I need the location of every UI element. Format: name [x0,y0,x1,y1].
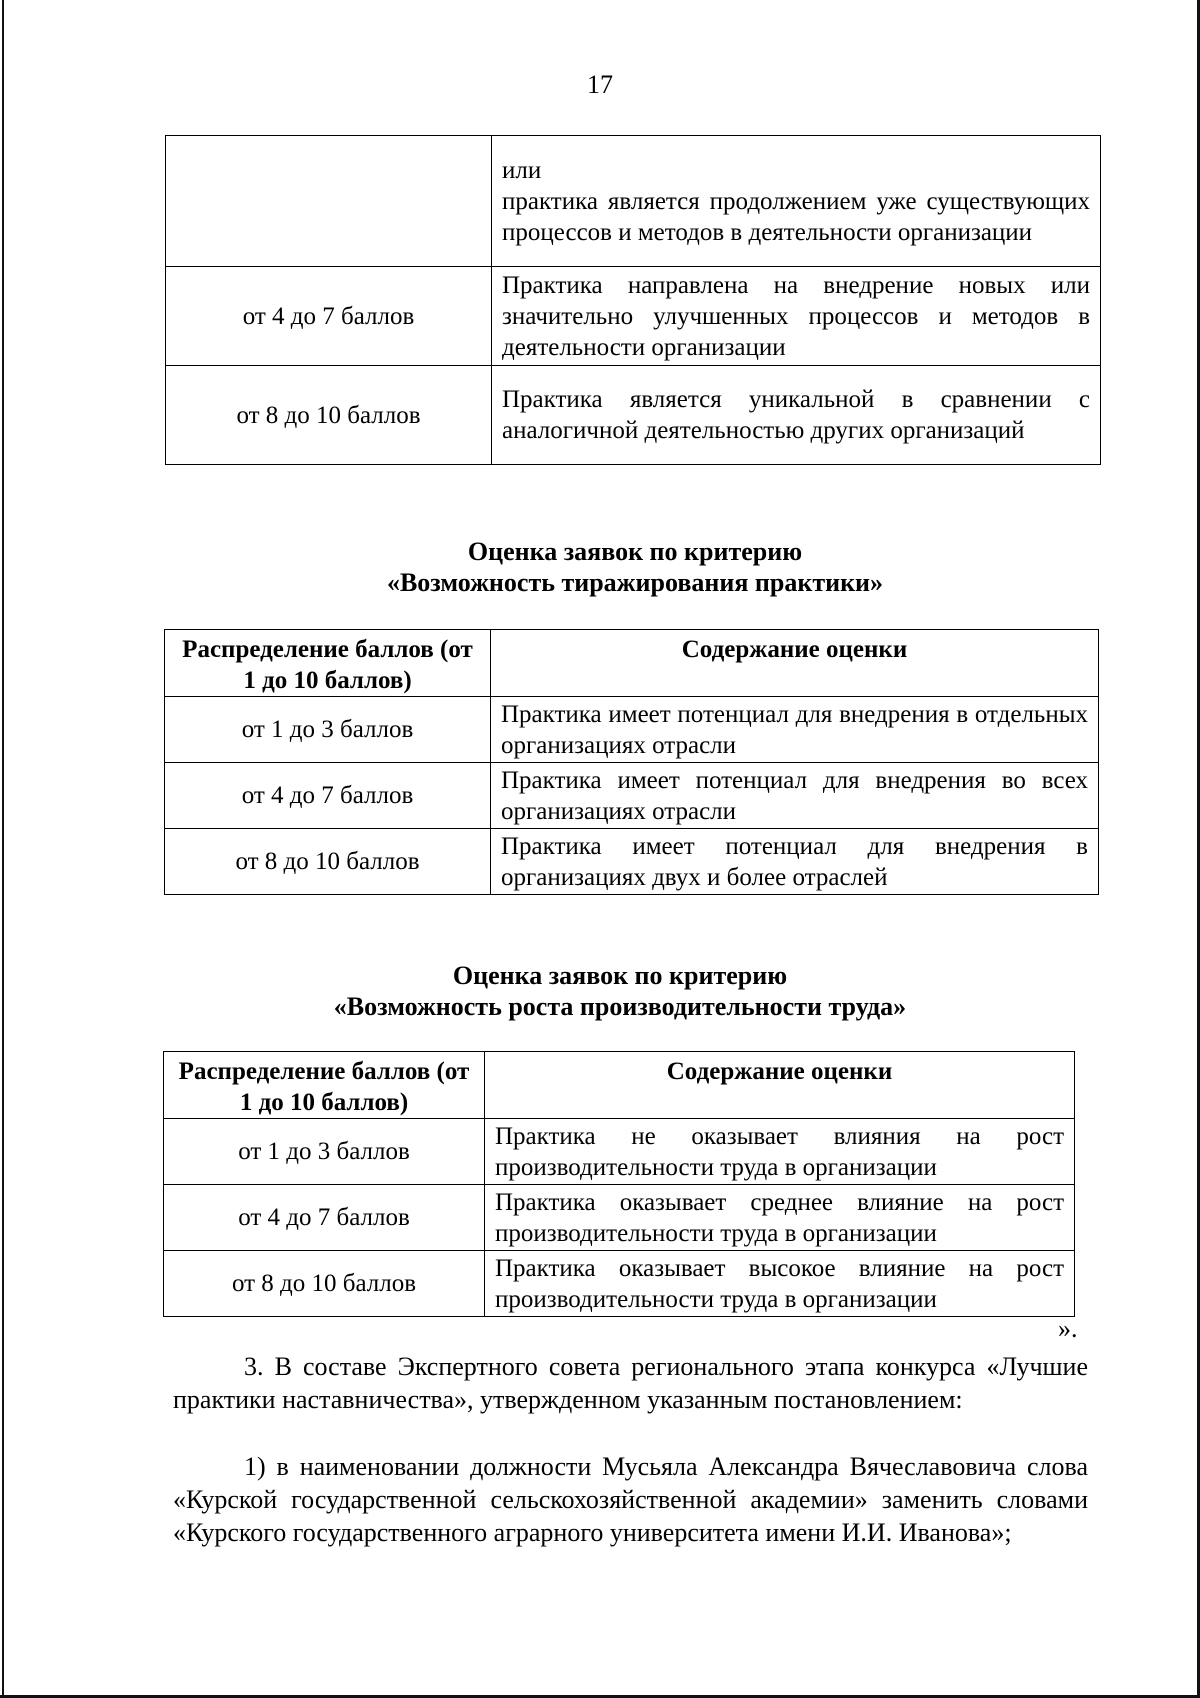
score-cell: от 4 до 7 баллов [166,267,492,366]
description-text: практика является продолжением уже существующих процессов и методов в деятельности организации [502,187,1090,246]
paragraph-3: 3. В составе Экспертного совета регионального этапа конкурса «Лучшие практики наставничества», утвержденном указанным постановлением: [173,1352,1088,1414]
table-header-row [164,1052,1075,1119]
table-row [164,1185,1075,1251]
description-cell: Практика имеет потенциал для внедрения в отдельных организациях отрасли [491,697,1099,763]
description-cell: Практика направлена на внедрение новых или значительно улучшенных процессов и методов в деятельности организации [492,267,1101,366]
page-number: 17 [587,70,613,99]
table-header-row [165,630,1099,697]
heading-line: «Возможность тиражирования практики» [386,568,884,597]
score-cell: от 8 до 10 баллов [164,1251,485,1317]
table-row [166,366,1101,465]
closing-quote: ». [1058,1314,1078,1343]
table-row [164,1119,1075,1185]
section-heading-productivity [0,960,1200,1022]
heading-line: Оценка заявок по критерию [452,961,788,990]
score-cell: от 8 до 10 баллов [166,366,492,465]
table-row [166,136,1101,267]
column-header-score: Распределение баллов (от 1 до 10 баллов) [164,1052,485,1119]
heading-line: «Возможность роста производительности труда» [333,992,907,1021]
description-cell [492,136,1101,267]
description-cell: Практика имеет потенциал для внедрения во всех организациях отрасли [491,763,1099,829]
score-cell: от 8 до 10 баллов [165,829,491,895]
description-cell: Практика не оказывает влияния на рост производительности труда в организации [485,1119,1075,1185]
section-heading-replication [0,536,1200,598]
score-cell: от 4 до 7 баллов [165,763,491,829]
criteria-table-productivity [163,1051,1075,1317]
description-cell: Практика оказывает высокое влияние на рост производительности труда в организации [485,1251,1075,1317]
criteria-table-continuation [165,135,1101,465]
table-row [165,697,1099,763]
table-row [165,763,1099,829]
table-row [164,1251,1075,1317]
heading-line: Оценка заявок по критерию [467,537,803,566]
criteria-table-replication [164,629,1099,895]
column-header-score: Распределение баллов (от 1 до 10 баллов) [165,630,491,697]
score-cell: от 1 до 3 баллов [164,1119,485,1185]
description-cell: Практика оказывает среднее влияние на рост производительности труда в организации [485,1185,1075,1251]
table-row [165,829,1099,895]
table-row [166,267,1101,366]
column-header-content: Содержание оценки [485,1052,1075,1119]
scan-border-left [2,0,4,1698]
paragraph-3-item-1: 1) в наименовании должности Мусьяла Александра Вячеславовича слова «Курской государственной сельскохозяйственной академии» заменить словами «Курского государственного аграрного университета имени И.И. Иванова»; [173,1452,1088,1547]
description-cell: Практика имеет потенциал для внедрения в организациях двух и более отраслей [491,829,1099,895]
score-cell: от 1 до 3 баллов [165,697,491,763]
or-word: или [502,156,542,184]
column-header-content: Содержание оценки [491,630,1099,697]
description-cell: Практика является уникальной в сравнении с аналогичной деятельностью других организаций [492,366,1101,465]
score-cell: от 4 до 7 баллов [164,1185,485,1251]
score-cell [166,136,492,267]
